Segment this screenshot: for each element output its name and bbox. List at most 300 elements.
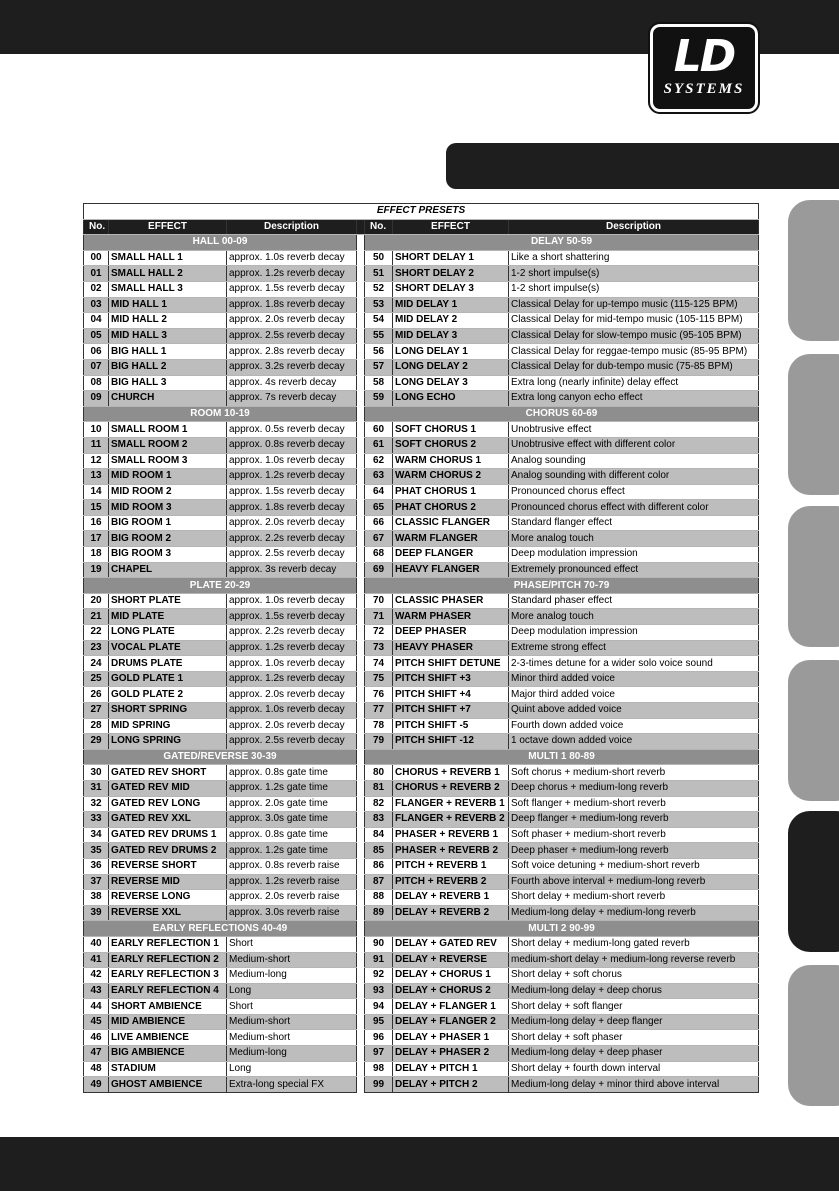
table-row (84, 796, 759, 812)
preset-number: 97 (365, 1046, 393, 1062)
table-row (84, 375, 759, 391)
effect-name: DELAY + PHASER 1 (393, 1030, 509, 1046)
column-gap (357, 219, 365, 235)
preset-number: 10 (84, 422, 109, 438)
effect-description: Pronounced chorus effect (509, 484, 759, 500)
effect-name: GATED REV MID (109, 780, 227, 796)
column-gap (357, 359, 365, 375)
table-row (84, 936, 759, 952)
effect-description: Extra-long special FX (227, 1077, 357, 1093)
section-title-left: PLATE 20-29 (84, 578, 357, 594)
preset-number: 67 (365, 531, 393, 547)
effect-description: Medium-long delay + minor third above interval (509, 1077, 759, 1093)
column-gap (357, 718, 365, 734)
col-header-description-left: Description (227, 219, 357, 235)
effect-name: CLASSIC PHASER (393, 593, 509, 609)
effect-description: approx. 3.2s reverb decay (227, 359, 357, 375)
preset-number: 13 (84, 469, 109, 485)
effect-description: approx. 0.8s reverb raise (227, 858, 357, 874)
effect-description: approx. 3s reverb decay (227, 562, 357, 578)
section-title-right: DELAY 50-59 (365, 235, 759, 251)
col-header-no-left: No. (84, 219, 109, 235)
preset-number: 78 (365, 718, 393, 734)
table-title-row (84, 204, 759, 220)
preset-number: 09 (84, 391, 109, 407)
preset-number: 14 (84, 484, 109, 500)
effect-name: PITCH SHIFT +4 (393, 687, 509, 703)
effect-name: SMALL HALL 3 (109, 281, 227, 297)
column-gap (357, 999, 365, 1015)
effect-description: Long (227, 983, 357, 999)
effect-description: approx. 2.0s reverb decay (227, 687, 357, 703)
effect-description: approx. 2.5s reverb decay (227, 547, 357, 563)
preset-number: 54 (365, 313, 393, 329)
section-title-left: ROOM 10-19 (84, 406, 357, 422)
column-gap (357, 313, 365, 329)
preset-number: 61 (365, 437, 393, 453)
preset-number: 93 (365, 983, 393, 999)
effect-description: approx. 1.0s reverb decay (227, 453, 357, 469)
effect-description: Unobtrusive effect with different color (509, 437, 759, 453)
effect-description: Extra long canyon echo effect (509, 391, 759, 407)
effect-name: GATED REV XXL (109, 812, 227, 828)
effect-name: EARLY REFLECTION 2 (109, 952, 227, 968)
effect-description: approx. 1.2s gate time (227, 843, 357, 859)
effect-description: Extreme strong effect (509, 640, 759, 656)
effect-description: Short (227, 999, 357, 1015)
preset-number: 87 (365, 874, 393, 890)
effect-description: Classical Delay for reggae-tempo music (85-95 BPM) (509, 344, 759, 360)
table-row (84, 359, 759, 375)
table-row (84, 500, 759, 516)
preset-number: 44 (84, 999, 109, 1015)
table-row (84, 765, 759, 781)
effect-description: approx. 1.8s reverb decay (227, 500, 357, 516)
column-gap (357, 547, 365, 563)
column-gap (357, 391, 365, 407)
effect-description: 2-3-times detune for a wider solo voice sound (509, 656, 759, 672)
table-row (84, 422, 759, 438)
effect-description: Short delay + soft chorus (509, 968, 759, 984)
effect-name: HEAVY FLANGER (393, 562, 509, 578)
side-tab-3[interactable] (788, 506, 839, 647)
column-gap (357, 1077, 365, 1093)
column-gap (357, 765, 365, 781)
table-row (84, 1014, 759, 1030)
effect-name: PITCH SHIFT +7 (393, 703, 509, 719)
column-gap (357, 874, 365, 890)
column-gap (357, 936, 365, 952)
section-title-right: MULTI 2 90-99 (365, 921, 759, 937)
preset-number: 98 (365, 1061, 393, 1077)
effect-description: Deep phaser + medium-long reverb (509, 843, 759, 859)
effect-description: approx. 1.5s reverb decay (227, 484, 357, 500)
preset-number: 29 (84, 734, 109, 750)
bottom-footer-bar (0, 1137, 839, 1191)
section-header-row (84, 578, 759, 594)
effect-description: Short delay + soft phaser (509, 1030, 759, 1046)
table-row (84, 281, 759, 297)
effect-name: MID HALL 2 (109, 313, 227, 329)
effect-description: Standard flanger effect (509, 515, 759, 531)
table-row (84, 391, 759, 407)
column-gap (357, 609, 365, 625)
effect-name: BIG AMBIENCE (109, 1046, 227, 1062)
column-gap (357, 983, 365, 999)
preset-number: 20 (84, 593, 109, 609)
table-row (84, 562, 759, 578)
effect-description: Standard phaser effect (509, 593, 759, 609)
effect-description: Medium-short (227, 1014, 357, 1030)
effect-name: HEAVY PHASER (393, 640, 509, 656)
effect-name: SMALL ROOM 3 (109, 453, 227, 469)
effect-name: LONG PLATE (109, 625, 227, 641)
preset-number: 59 (365, 391, 393, 407)
effect-name: DELAY + GATED REV (393, 936, 509, 952)
effect-name: WARM PHASER (393, 609, 509, 625)
effect-name: GATED REV DRUMS 2 (109, 843, 227, 859)
effect-description: Analog sounding (509, 453, 759, 469)
col-header-no-right: No. (365, 219, 393, 235)
column-gap (357, 1061, 365, 1077)
preset-number: 01 (84, 266, 109, 282)
column-gap (357, 266, 365, 282)
table-row (84, 515, 759, 531)
table-row (84, 484, 759, 500)
column-gap (357, 562, 365, 578)
effect-name: DELAY + FLANGER 2 (393, 1014, 509, 1030)
effect-description: Medium-long delay + deep chorus (509, 983, 759, 999)
effect-description: approx. 2.0s gate time (227, 796, 357, 812)
effect-description: Minor third added voice (509, 671, 759, 687)
effect-name: MID AMBIENCE (109, 1014, 227, 1030)
table-row (84, 968, 759, 984)
effect-name: FLANGER + REVERB 2 (393, 812, 509, 828)
effect-description: Unobtrusive effect (509, 422, 759, 438)
effect-name: SOFT CHORUS 1 (393, 422, 509, 438)
effect-name: SHORT AMBIENCE (109, 999, 227, 1015)
column-gap (357, 1046, 365, 1062)
preset-number: 16 (84, 515, 109, 531)
preset-number: 49 (84, 1077, 109, 1093)
table-row (84, 469, 759, 485)
section-title-left: GATED/REVERSE 30-39 (84, 749, 357, 765)
column-gap (357, 843, 365, 859)
effect-description: approx. 1.5s reverb decay (227, 609, 357, 625)
effect-name: LONG DELAY 1 (393, 344, 509, 360)
effect-description: approx. 2.0s reverb decay (227, 718, 357, 734)
effect-description: approx. 2.2s reverb decay (227, 531, 357, 547)
preset-number: 60 (365, 422, 393, 438)
effect-name: FLANGER + REVERB 1 (393, 796, 509, 812)
column-gap (357, 858, 365, 874)
preset-number: 23 (84, 640, 109, 656)
preset-number: 17 (84, 531, 109, 547)
effect-description: Major third added voice (509, 687, 759, 703)
column-header-row (84, 219, 759, 235)
table-row (84, 905, 759, 921)
preset-number: 32 (84, 796, 109, 812)
preset-number: 83 (365, 812, 393, 828)
table-row (84, 703, 759, 719)
preset-number: 75 (365, 671, 393, 687)
effect-description: Soft phaser + medium-short reverb (509, 827, 759, 843)
column-gap (357, 780, 365, 796)
preset-number: 18 (84, 547, 109, 563)
effect-name: BIG HALL 2 (109, 359, 227, 375)
side-tab-2[interactable] (788, 354, 839, 495)
preset-number: 11 (84, 437, 109, 453)
effect-description: approx. 2.5s reverb decay (227, 734, 357, 750)
preset-number: 19 (84, 562, 109, 578)
effect-name: MID ROOM 2 (109, 484, 227, 500)
table-row (84, 812, 759, 828)
effect-description: Extra long (nearly infinite) delay effect (509, 375, 759, 391)
preset-number: 47 (84, 1046, 109, 1062)
preset-number: 51 (365, 266, 393, 282)
table-row (84, 1030, 759, 1046)
column-gap (357, 375, 365, 391)
effect-name: CHORUS + REVERB 1 (393, 765, 509, 781)
effect-description: More analog touch (509, 609, 759, 625)
preset-number: 66 (365, 515, 393, 531)
preset-number: 50 (365, 250, 393, 266)
effect-description: approx. 0.8s gate time (227, 827, 357, 843)
effect-description: Classical Delay for up-tempo music (115-125 BPM) (509, 297, 759, 313)
preset-number: 25 (84, 671, 109, 687)
preset-number: 07 (84, 359, 109, 375)
effect-name: BIG ROOM 2 (109, 531, 227, 547)
effect-name: GATED REV LONG (109, 796, 227, 812)
section-title-left: EARLY REFLECTIONS 40-49 (84, 921, 357, 937)
effect-name: PITCH SHIFT DETUNE (393, 656, 509, 672)
preset-number: 53 (365, 297, 393, 313)
preset-number: 33 (84, 812, 109, 828)
column-gap (357, 1014, 365, 1030)
effect-description: approx. 3.0s reverb raise (227, 905, 357, 921)
effect-name: WARM FLANGER (393, 531, 509, 547)
effect-description: Medium-short (227, 952, 357, 968)
effect-name: CLASSIC FLANGER (393, 515, 509, 531)
effect-name: EARLY REFLECTION 4 (109, 983, 227, 999)
effect-name: MID ROOM 3 (109, 500, 227, 516)
effect-name: DRUMS PLATE (109, 656, 227, 672)
effect-name: REVERSE MID (109, 874, 227, 890)
table-row (84, 952, 759, 968)
column-gap (357, 328, 365, 344)
preset-number: 74 (365, 656, 393, 672)
effect-name: PITCH + REVERB 1 (393, 858, 509, 874)
effect-name: SMALL ROOM 1 (109, 422, 227, 438)
table-row (84, 593, 759, 609)
effect-name: PHAT CHORUS 1 (393, 484, 509, 500)
effect-description: approx. 3.0s gate time (227, 812, 357, 828)
preset-number: 99 (365, 1077, 393, 1093)
effect-name: DELAY + REVERB 1 (393, 890, 509, 906)
effect-name: PHAT CHORUS 2 (393, 500, 509, 516)
table-row (84, 328, 759, 344)
effect-name: SMALL ROOM 2 (109, 437, 227, 453)
effect-name: REVERSE SHORT (109, 858, 227, 874)
preset-number: 45 (84, 1014, 109, 1030)
preset-number: 80 (365, 765, 393, 781)
effect-name: WARM CHORUS 1 (393, 453, 509, 469)
effect-name: PITCH + REVERB 2 (393, 874, 509, 890)
effect-name: BIG ROOM 1 (109, 515, 227, 531)
effect-description: approx. 7s reverb decay (227, 391, 357, 407)
effect-name: LIVE AMBIENCE (109, 1030, 227, 1046)
effect-description: Deep flanger + medium-long reverb (509, 812, 759, 828)
col-header-effect-left: EFFECT (109, 219, 227, 235)
effect-name: DELAY + PITCH 2 (393, 1077, 509, 1093)
table-row (84, 687, 759, 703)
effect-description: approx. 1.0s reverb decay (227, 593, 357, 609)
effect-description: Long (227, 1061, 357, 1077)
column-gap (357, 344, 365, 360)
table-row (84, 827, 759, 843)
effect-description: Soft flanger + medium-short reverb (509, 796, 759, 812)
effect-name: GATED REV SHORT (109, 765, 227, 781)
column-gap (357, 515, 365, 531)
effect-name: SHORT DELAY 3 (393, 281, 509, 297)
preset-number: 92 (365, 968, 393, 984)
effect-name: MID PLATE (109, 609, 227, 625)
preset-number: 85 (365, 843, 393, 859)
table-row (84, 734, 759, 750)
table-row (84, 983, 759, 999)
effect-name: LONG ECHO (393, 391, 509, 407)
table-row (84, 313, 759, 329)
effect-name: EARLY REFLECTION 1 (109, 936, 227, 952)
effect-description: Deep chorus + medium-long reverb (509, 780, 759, 796)
effect-description: approx. 1.0s reverb decay (227, 656, 357, 672)
table-row (84, 531, 759, 547)
effect-description: More analog touch (509, 531, 759, 547)
side-tab-1[interactable] (788, 200, 839, 341)
column-gap (357, 422, 365, 438)
effect-name: DEEP FLANGER (393, 547, 509, 563)
effect-name: LONG DELAY 3 (393, 375, 509, 391)
effect-name: DELAY + PHASER 2 (393, 1046, 509, 1062)
effect-description: approx. 2.0s reverb decay (227, 515, 357, 531)
column-gap (357, 734, 365, 750)
preset-number: 96 (365, 1030, 393, 1046)
effect-description: approx. 1.2s reverb decay (227, 640, 357, 656)
column-gap (357, 952, 365, 968)
table-row (84, 656, 759, 672)
preset-number: 05 (84, 328, 109, 344)
preset-number: 22 (84, 625, 109, 641)
effect-description: Short delay + medium-short reverb (509, 890, 759, 906)
effect-description: Extremely pronounced effect (509, 562, 759, 578)
column-gap (357, 235, 365, 251)
effect-description: approx. 0.8s reverb decay (227, 437, 357, 453)
column-gap (357, 812, 365, 828)
effect-description: approx. 1.2s gate time (227, 780, 357, 796)
section-header-row (84, 921, 759, 937)
preset-number: 38 (84, 890, 109, 906)
effect-name: PITCH SHIFT -5 (393, 718, 509, 734)
preset-number: 57 (365, 359, 393, 375)
table-row (84, 344, 759, 360)
effect-description: approx. 2.5s reverb decay (227, 328, 357, 344)
column-gap (357, 593, 365, 609)
column-gap (357, 281, 365, 297)
effect-description: approx. 1.0s reverb decay (227, 703, 357, 719)
effect-name: MID DELAY 3 (393, 328, 509, 344)
table-row (84, 437, 759, 453)
effect-name: BIG HALL 3 (109, 375, 227, 391)
effect-name: DELAY + CHORUS 2 (393, 983, 509, 999)
effect-description: Classical Delay for dub-tempo music (75-85 BPM) (509, 359, 759, 375)
effect-description: Medium-long delay + deep phaser (509, 1046, 759, 1062)
effect-name: PHASER + REVERB 2 (393, 843, 509, 859)
table-row (84, 671, 759, 687)
side-tab-4[interactable] (788, 660, 839, 801)
effect-name: SHORT SPRING (109, 703, 227, 719)
section-title-right: CHORUS 60-69 (365, 406, 759, 422)
column-gap (357, 703, 365, 719)
preset-number: 46 (84, 1030, 109, 1046)
effect-name: MID SPRING (109, 718, 227, 734)
preset-number: 36 (84, 858, 109, 874)
section-header-row (84, 749, 759, 765)
table-row (84, 1061, 759, 1077)
preset-number: 40 (84, 936, 109, 952)
preset-number: 63 (365, 469, 393, 485)
side-tab-5-active[interactable] (788, 811, 839, 952)
effect-name: REVERSE XXL (109, 905, 227, 921)
effect-name: GHOST AMBIENCE (109, 1077, 227, 1093)
effect-name: BIG ROOM 3 (109, 547, 227, 563)
logo-sub-text: SYSTEMS (663, 81, 745, 97)
side-tab-6[interactable] (788, 965, 839, 1106)
column-gap (357, 453, 365, 469)
effect-name: MID HALL 3 (109, 328, 227, 344)
section-header-row (84, 235, 759, 251)
preset-number: 26 (84, 687, 109, 703)
effect-name: SMALL HALL 2 (109, 266, 227, 282)
effect-description: Soft chorus + medium-short reverb (509, 765, 759, 781)
column-gap (357, 796, 365, 812)
effect-name: DELAY + REVERB 2 (393, 905, 509, 921)
effect-name: VOCAL PLATE (109, 640, 227, 656)
preset-number: 94 (365, 999, 393, 1015)
effect-description: Short (227, 936, 357, 952)
preset-number: 21 (84, 609, 109, 625)
effect-description: approx. 1.2s reverb decay (227, 671, 357, 687)
preset-number: 77 (365, 703, 393, 719)
effect-name: GOLD PLATE 1 (109, 671, 227, 687)
section-title-left: HALL 00-09 (84, 235, 357, 251)
effect-name: PITCH SHIFT +3 (393, 671, 509, 687)
ld-systems-logo (650, 24, 758, 112)
effect-description: approx. 2.0s reverb raise (227, 890, 357, 906)
effect-description: approx. 1.2s reverb decay (227, 469, 357, 485)
effect-name: SHORT DELAY 2 (393, 266, 509, 282)
effect-name: BIG HALL 1 (109, 344, 227, 360)
preset-number: 82 (365, 796, 393, 812)
effect-name: DELAY + REVERSE (393, 952, 509, 968)
preset-number: 95 (365, 1014, 393, 1030)
table-row (84, 297, 759, 313)
column-gap (357, 250, 365, 266)
table-row (84, 843, 759, 859)
column-gap (357, 531, 365, 547)
preset-number: 31 (84, 780, 109, 796)
effect-description: 1-2 short impulse(s) (509, 266, 759, 282)
effect-description: approx. 1.5s reverb decay (227, 281, 357, 297)
